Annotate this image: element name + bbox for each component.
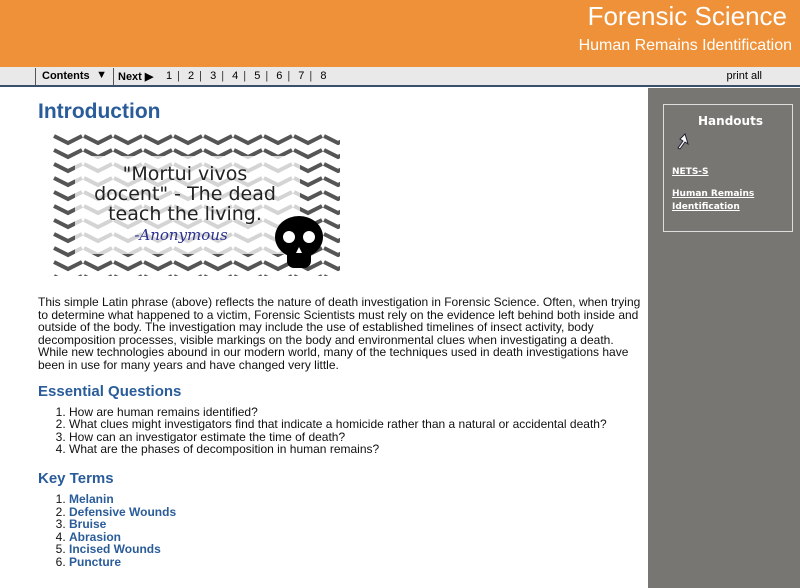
print-all-link[interactable]: print all <box>726 70 762 82</box>
key-term-link[interactable]: Incised Wounds <box>69 542 161 557</box>
question-item: 1. How are human remains identified? <box>69 406 642 419</box>
quote-image <box>53 134 340 276</box>
question-item: 2. What clues might investigators find that indicate a homicide rather than a natural or accidental death? <box>69 418 642 431</box>
cursor-arrow-icon <box>676 133 690 151</box>
page-link-1[interactable]: 1 <box>166 70 173 82</box>
essential-questions-heading: Essential Questions <box>38 382 182 400</box>
intro-paragraph: This simple Latin phrase (above) reflects the nature of death investigation in Forensic Science. Often, when trying to determine what happened to a victim, Forensic Scientists must rely on the evidence left behind both inside and outside of the body. The investigation may include the use of established timelines of insect activity, body decomposition processes, visible markings on the body and environmental clues when investigating a death. While new technologies abound in our modern world, many of the techniques used in death investigations have been in use for many years and have changed very little. <box>38 295 641 372</box>
site-title: Forensic Science <box>587 1 787 31</box>
quote-line-3: teach the living. <box>108 203 262 225</box>
handout-link-identification[interactable]: Identification <box>672 202 740 212</box>
handout-link-human-remains[interactable]: Human Remains <box>672 189 755 199</box>
next-button[interactable]: Next ▶ <box>118 71 154 83</box>
quote-line-2: docent" - The dead <box>94 183 276 205</box>
page-link-5[interactable]: 5 <box>254 70 261 82</box>
quote-line-1: "Mortui vivos <box>122 163 248 185</box>
key-terms-heading: Key Terms <box>38 469 114 487</box>
sidebar <box>648 88 800 588</box>
page-link-3[interactable]: 3 <box>210 70 217 82</box>
page-link-8[interactable]: 8 <box>320 70 327 82</box>
page-link-4[interactable]: 4 <box>232 70 239 82</box>
handouts-title: Handouts <box>698 114 763 128</box>
key-term-link[interactable]: Puncture <box>69 554 122 569</box>
contents-dropdown[interactable] <box>35 68 114 85</box>
nav-bar <box>0 67 800 87</box>
key-term-link[interactable]: Abrasion <box>69 529 122 544</box>
chevron-down-icon: ▼ <box>96 69 107 81</box>
page-link-6[interactable]: 6 <box>276 70 283 82</box>
key-terms-list <box>69 493 642 569</box>
handouts-box <box>663 104 793 232</box>
key-term-link[interactable]: Bruise <box>69 517 107 532</box>
page-title: Introduction <box>38 100 161 123</box>
key-term-link[interactable]: Defensive Wounds <box>69 504 177 519</box>
quote-author: -Anonymous <box>134 226 228 244</box>
page-links: 1 | 2 | 3 | 4 | 5 | 6 | 7 | 8 <box>166 70 327 82</box>
main-content <box>38 100 642 569</box>
question-item: 4. What are the phases of decomposition in human remains? <box>69 443 642 456</box>
page-link-7[interactable]: 7 <box>298 70 305 82</box>
key-term-link[interactable]: Melanin <box>69 491 114 506</box>
site-header <box>0 0 800 67</box>
essential-questions-list <box>69 406 642 456</box>
contents-label: Contents <box>42 70 90 82</box>
page-link-2[interactable]: 2 <box>188 70 195 82</box>
question-item: 3. How can an investigator estimate the time of death? <box>69 431 642 444</box>
handout-link-nets-s[interactable]: NETS-S <box>672 167 709 177</box>
site-subtitle: Human Remains Identification <box>578 37 792 54</box>
